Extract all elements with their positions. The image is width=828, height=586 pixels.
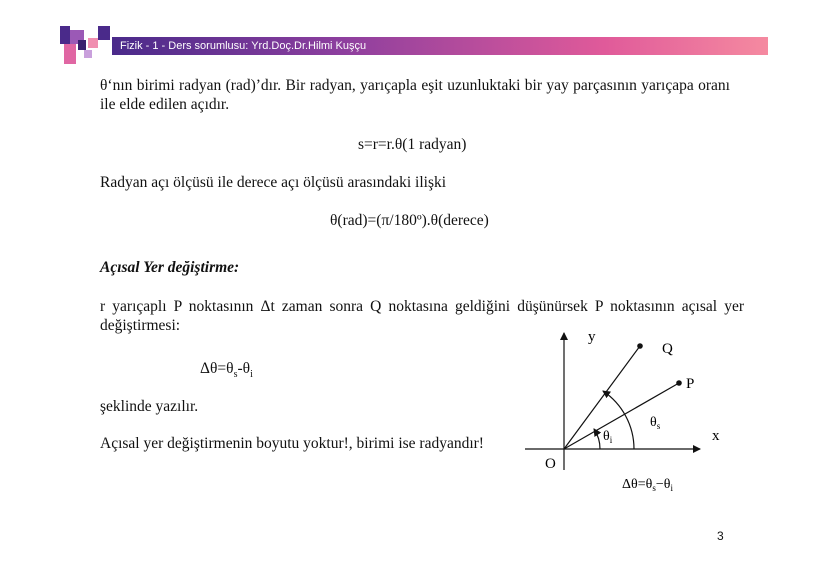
equation-arc-length: s=r=r.θ(1 radyan)	[358, 136, 467, 153]
theta-s-sub: s	[656, 421, 661, 431]
theta-i-symbol: θ	[603, 429, 610, 444]
equation-rad-degree: θ(rad)=(π/180º).θ(derece)	[330, 212, 489, 229]
theta-i-sub: i	[609, 435, 613, 445]
point-q	[637, 343, 643, 349]
eq-sub-s: s	[233, 369, 238, 381]
paragraph-angular-displacement: r yarıçaplı P noktasının Δt zaman sonra Q noktasına geldiğini düşünürsek P noktasının açısal yer değiştirmesi:	[100, 298, 744, 334]
p-label: P	[686, 376, 695, 392]
x-label: x	[712, 428, 720, 444]
written-text: şeklinde yazılır.	[100, 398, 199, 415]
y-label: y	[588, 329, 596, 345]
ray-p	[564, 383, 679, 449]
diagram-caption	[622, 477, 673, 493]
eq-sub-i: i	[250, 369, 253, 381]
header-title: Fizik - 1 - Ders sorumlusu: Yrd.Doç.Dr.Hilmi Kuşçu	[120, 40, 367, 52]
ray-q	[564, 346, 640, 449]
point-p	[676, 380, 682, 386]
paragraph-radian-definition: θ‘nın birimi radyan (rad)’dır. Bir radyan, yarıçapla eşit uzunluktaki bir yay parçasının yarıçapa oranı ile elde edilen açıdır.	[100, 77, 730, 113]
q-label: Q	[662, 341, 673, 357]
theta-i-label	[603, 429, 613, 445]
caption-sub-i: i	[670, 483, 673, 493]
caption-part: −θ	[655, 477, 671, 492]
theta-s-symbol: θ	[650, 415, 657, 430]
note-text: Açısal yer değiştirmenin boyutu yoktur!, birimi ise radyandır!	[100, 435, 484, 452]
caption-sub-s: s	[652, 483, 656, 493]
page-number: 3	[717, 529, 724, 543]
theta-s-label	[650, 415, 661, 431]
arc-theta-i	[594, 429, 600, 449]
relation-text: Radyan açı ölçüsü ile derece açı ölçüsü arasındaki ilişki	[100, 174, 447, 191]
eq-part: Δθ=θ	[200, 360, 234, 377]
eq-part: -θ	[237, 360, 251, 377]
caption-part: Δθ=θ	[622, 477, 653, 492]
origin-label: O	[545, 456, 556, 472]
section-title: Açısal Yer değiştirme:	[100, 259, 240, 276]
